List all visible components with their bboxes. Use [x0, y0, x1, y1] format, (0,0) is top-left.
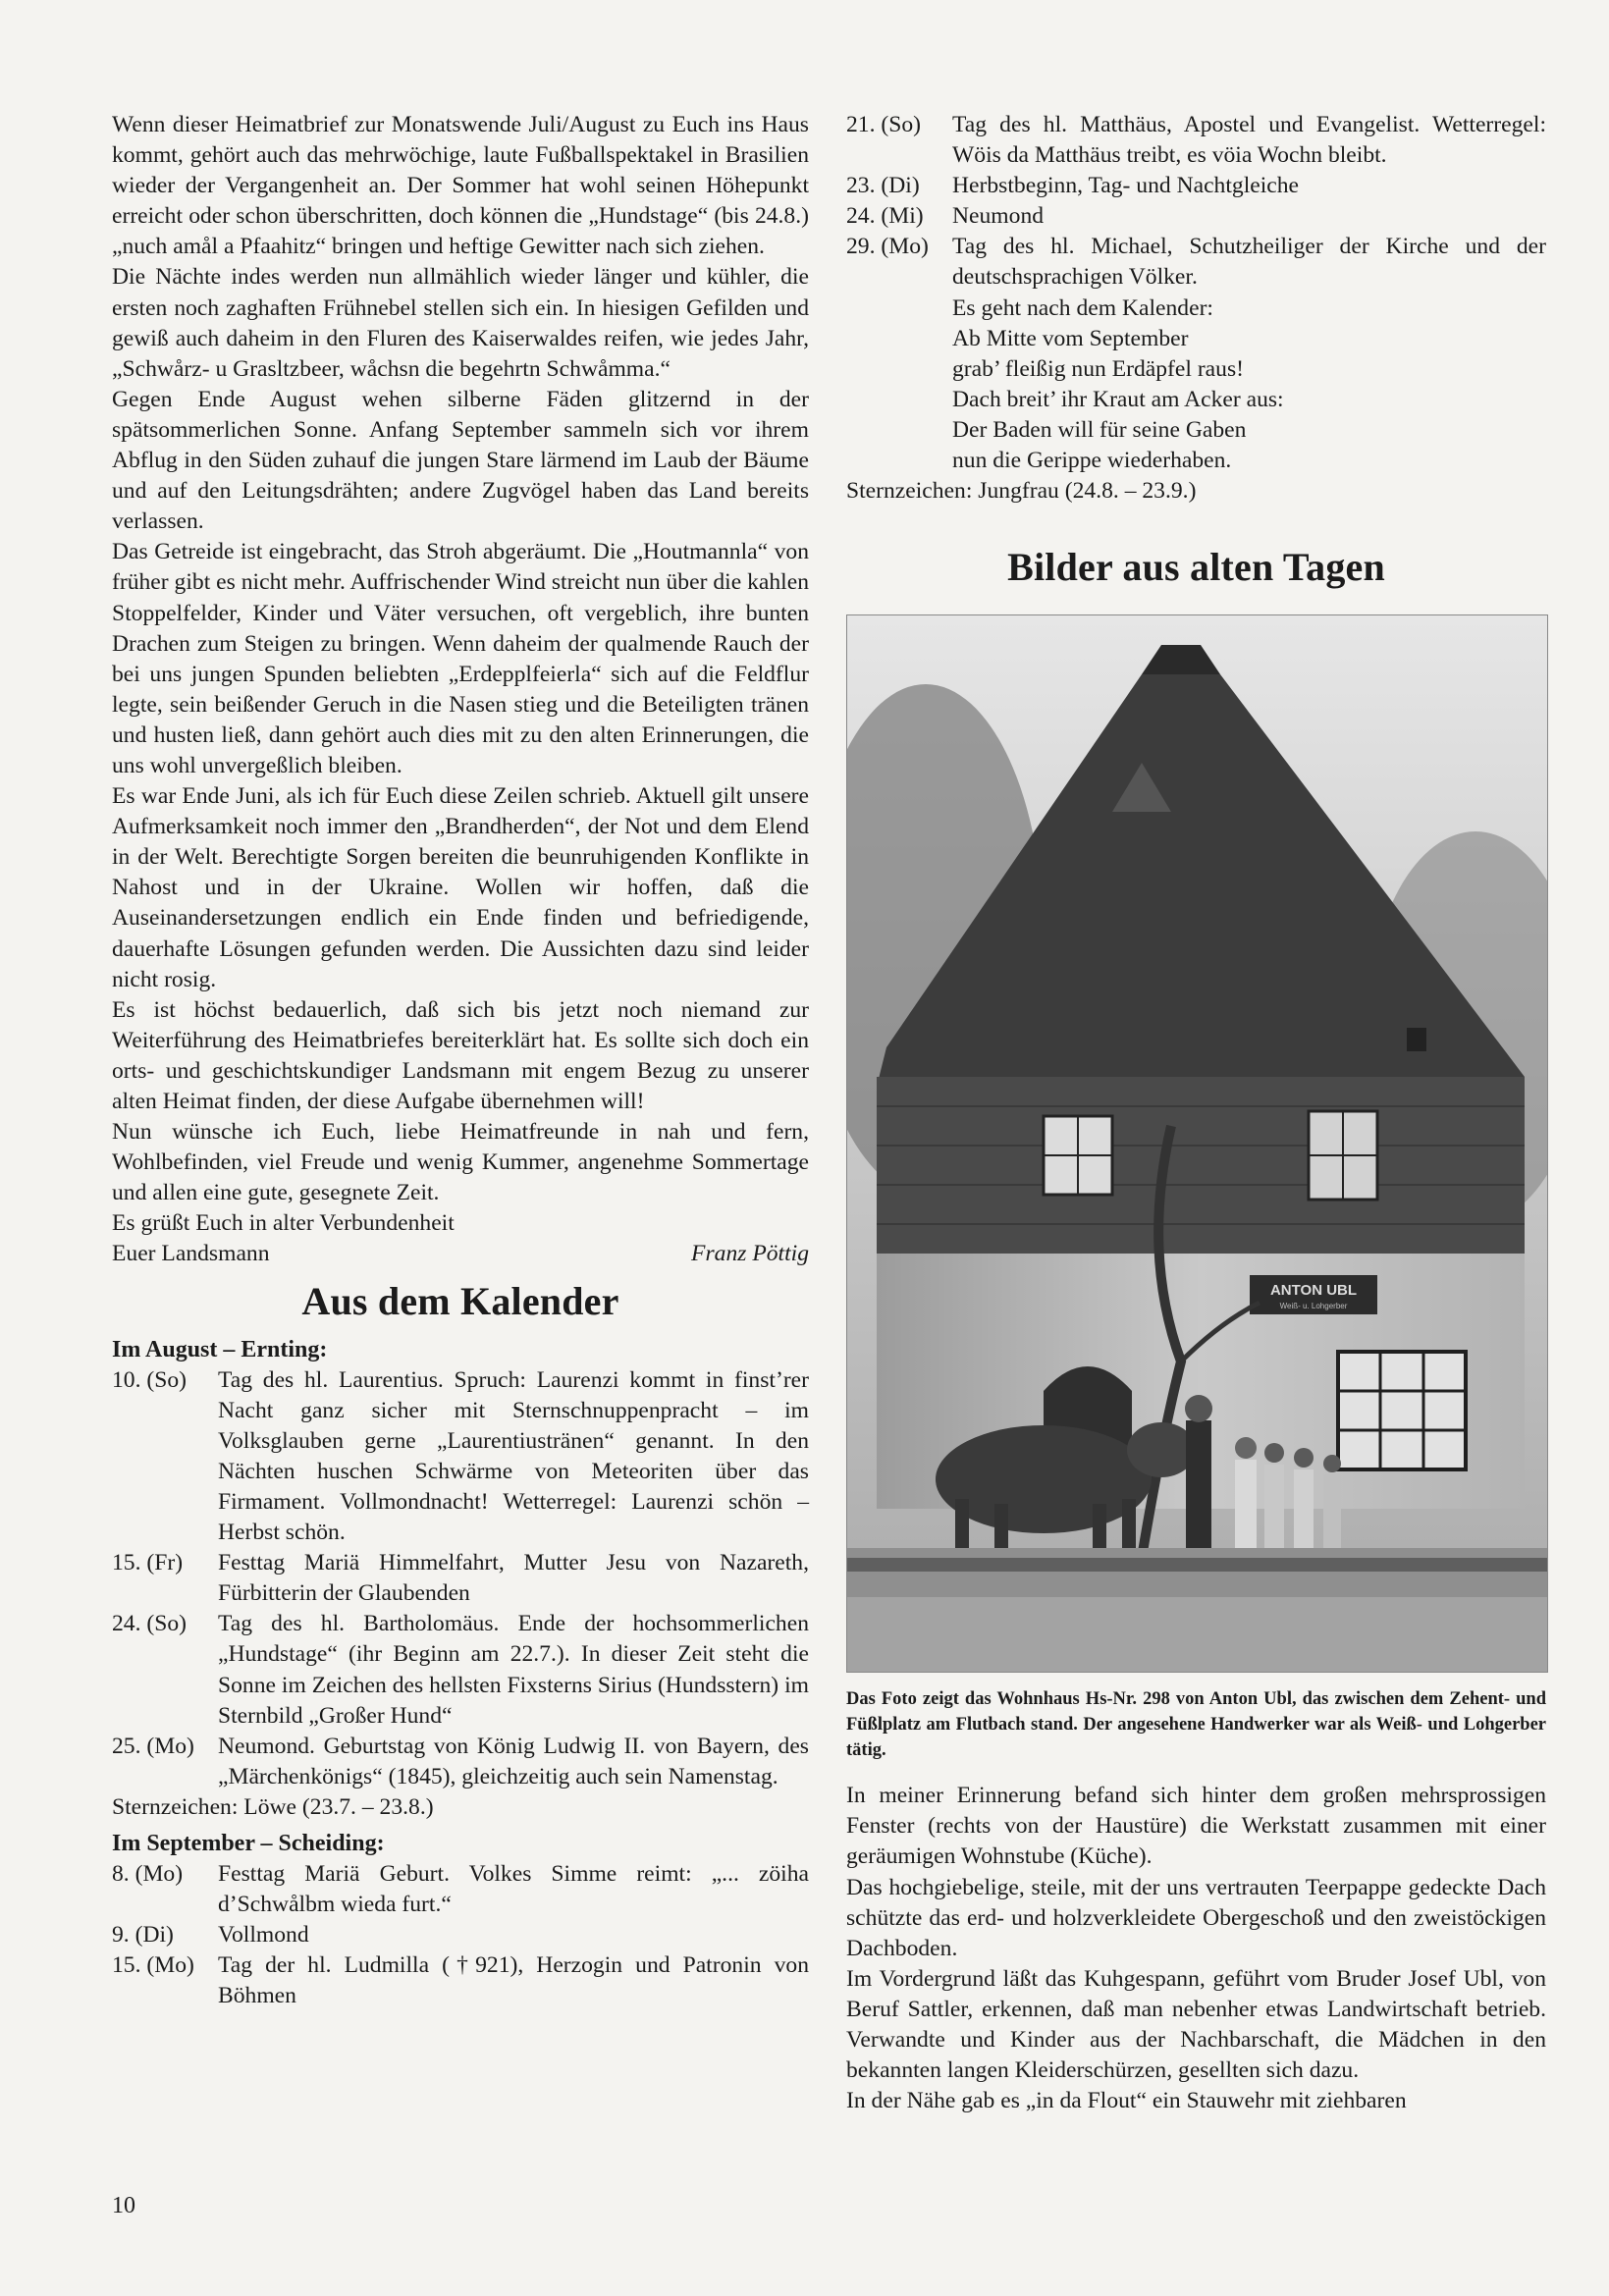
entry-text: Tag der hl. Ludmilla (†921), Herzogin und Patronin von Böhmen — [218, 1952, 809, 2009]
intro-paragraph: Die Nächte indes werden nun allmählich wieder länger und kühler, die ersten noch zaghaften Frühnebel stellen sich ein. In hiesigen Gefilden und gewiß auch daheim in den Fluren des Kaiserwaldes reifen, wie jedes Jahr, „Schwårz- u Grasltzbeer, wåchsn die begehrtn Schwåmma.“ — [112, 264, 809, 382]
august-sign: Sternzeichen: Löwe (23.7. – 23.8.) — [112, 1793, 434, 1820]
photo-subsign: Weiß- u. Lohgerber — [1279, 1302, 1348, 1311]
entry-text: Tag des hl. Michael, Schutzheiliger der Kirche und der deutschsprachigen Völker. — [952, 234, 1546, 291]
body-paragraph: In meiner Erinnerung befand sich hinter dem großen mehrsprossigen Fenster (rechts von der Haustüre) die Werkstatt zusammen mit einer geräumigen Wohnstube (Küche). — [846, 1783, 1546, 1870]
intro-paragraph: Gegen Ende August wehen silberne Fäden glitzernd in der spätsommerlichen Sonne. Anfang September sammeln sich vor ihrem Abflug in den Süden zuhauf die jungen Stare lärmend im Laub der Bäume und auf den Leitungsdrähten; andere Zugvögel haben das Land bereits verlassen. — [112, 386, 809, 535]
entry-day: 8. (Mo) — [112, 1860, 184, 1887]
calendar-entry — [846, 201, 1546, 232]
intro-paragraph: Wenn dieser Heimatbrief zur Monatswende Juli/August zu Euch ins Haus kommt, gehört auch das mehrwöchige, laute Fußballspektakel in Brasilien wieder der Vergangenheit an. Der Sommer hat wohl seinen Höhepunkt erreicht oder schon überschritten, doch können die „Hundstage“ (bis 24.8.) „nuch amål a Pfaahitz“ bringen und heftige Gewitter nach sich ziehen. — [112, 112, 809, 260]
entry-text: Tag des hl. Laurentius. Spruch: Laurenzi kommt in finst’rer Nacht ganz sicher mit Sternschnuppenpracht – im Volksglauben gerne „Laurentiustränen“ genannt. In den Nächten huschen Schwärme von Meteoriten über das Firmament. Vollmondnacht! Wetterregel: Laurenzi schön – Herbst schön. — [218, 1366, 809, 1546]
calendar-entry — [112, 1609, 809, 1731]
entry-day: 15. (Fr) — [112, 1550, 184, 1576]
photo-caption: Das Foto zeigt das Wohnhaus Hs-Nr. 298 von Anton Ubl, das zwischen dem Zehent- und Füßlplatz am Flutbach stand. Der angesehene Handwerker war als Weiß- und Lohgerber tätig. — [846, 1689, 1546, 1761]
calendar-entry — [846, 110, 1546, 171]
calendar-entry — [112, 1548, 809, 1609]
signoff — [112, 1239, 809, 1269]
verse-line: Es geht nach dem Kalender: — [952, 294, 1213, 321]
august-heading: Im August – Ernting: — [112, 1336, 328, 1362]
entry-text: Neumond. Geburtstag von König Ludwig II. von Bayern, des „Märchenkönigs“ (1845), gleichzeitig auch sein Namenstag. — [218, 1733, 809, 1789]
entry-text: Herbstbeginn, Tag- und Nachtgleiche — [952, 173, 1300, 199]
entry-day: 9. (Di) — [112, 1922, 174, 1949]
body-paragraph: Das hochgiebelige, steile, mit der uns vertrauten Teerpappe gedeckte Dach schützte das erd- und holzverkleidete Obergeschoß und den zweistöckigen Dachboden. — [846, 1874, 1546, 1961]
entry-text: Tag des hl. Matthäus, Apostel und Evangelist. Wetterregel: Wöis da Matthäus treibt, es vöia Wochn bleibt. — [952, 112, 1546, 169]
house-photo-illustration — [847, 615, 1547, 1672]
intro-paragraph: Es ist höchst bedauerlich, daß sich bis jetzt noch niemand zur Weiterführung des Heimatbriefes bereiterklärt hat. Es sollte sich doch ein orts- und geschichtskundiger Landsmann mit engem Bezug zu unserer alten Heimat finden, der diese Aufgabe übernehmen will! — [112, 996, 809, 1114]
entry-day: 23. (Di) — [846, 173, 920, 199]
intro-paragraph: Nun wünsche ich Euch, liebe Heimatfreunde in nah und fern, Wohlbefinden, viel Freude und wenig Kummer, angenehme Sommertage und allen eine gute, gesegnete Zeit. — [112, 1119, 809, 1206]
entry-text: Vollmond — [218, 1922, 309, 1949]
house-photo — [846, 614, 1548, 1673]
entry-text: Festtag Mariä Geburt. Volkes Simme reimt: „... zöiha d’Schwålbm wieda furt.“ — [218, 1860, 809, 1918]
author-name: Franz Pöttig — [691, 1241, 809, 1267]
verse — [846, 294, 1546, 477]
calendar-entry — [112, 1859, 809, 1920]
intro-paragraph: Es war Ende Juni, als ich für Euch diese Zeilen schrieb. Aktuell gilt unsere Aufmerksamkeit noch immer den „Brandherden“, der Not und dem Elend in der Welt. Berechtigte Sorgen bereiten die beunruhigenden Konflikte in Nahost und in der Ukraine. Wollen wir hoffen, daß die Auseinandersetzungen endlich ein Ende finden und befriedigende, dauerhafte Lösungen gefunden werden. Die Aussichten dazu sind leider nicht rosig. — [112, 783, 809, 992]
verse-line: nun die Gerippe wiederhaben. — [952, 448, 1232, 474]
verse-line: Ab Mitte vom September — [952, 325, 1189, 351]
page-number: 10 — [112, 2193, 135, 2218]
calendar-entry — [846, 232, 1546, 293]
old-days-heading: Bilder aus alten Tagen — [1007, 545, 1385, 590]
entry-text: Festtag Mariä Himmelfahrt, Mutter Jesu von Nazareth, Fürbitterin der Glaubenden — [218, 1550, 809, 1607]
verse-line: Der Baden will für seine Gaben — [952, 416, 1247, 443]
entry-day: 25. (Mo) — [112, 1733, 194, 1759]
calendar-heading: Aus dem Kalender — [301, 1278, 619, 1323]
entry-day: 24. (So) — [112, 1611, 188, 1637]
left-column — [112, 110, 809, 2011]
entry-text: Neumond — [952, 203, 1045, 230]
entry-day: 15. (Mo) — [112, 1952, 194, 1979]
entry-day: 29. (Mo) — [846, 234, 929, 260]
right-column — [846, 110, 1546, 2116]
september-heading: Im September – Scheiding: — [112, 1830, 385, 1856]
calendar-entry — [112, 1920, 809, 1950]
entry-text: Tag des hl. Bartholomäus. Ende der hochsommerlichen „Hundstage“ (ihr Beginn am 22.7.). In dieser Zeit steht die Sonne im Zeichen des hellsten Fixsterns Sirius (Hundsstern) im Sternbild „Großer Hund“ — [218, 1611, 809, 1729]
intro-paragraph: Das Getreide ist eingebracht, das Stroh abgeräumt. Die „Houtmannla“ von früher gibt es nicht mehr. Auffrischender Wind streicht nun über die kahlen Stoppelfelder, Kinder und Väter versuchen, oft vergeblich, ihre bunten Drachen zum Steigen zu bringen. Wenn daheim der qualmende Rauch der bei uns jungen Spunden beliebten „Erdepplfeierla“ sich auf die Feldflur legte, sein beißender Geruch in die Nasen stieg und die Beteiligten tränen und husten ließ, dann gehört auch dies mit zu den alten Erinnerungen, die uns wohl unvergeßlich bleiben. — [112, 539, 809, 778]
body-paragraph: Im Vordergrund läßt das Kuhgespann, geführt vom Bruder Josef Ubl, von Beruf Sattler, erkennen, daß man nebenher etwas Landwirtschaft betrieb. Verwandte und Kinder aus der Nachbarschaft, die Mädchen in den bekannten langen Kleiderschürzen, gesellten sich dazu. — [846, 1965, 1546, 2084]
body-paragraph: In der Nähe gab es „in da Flout“ ein Stauwehr mit ziehbaren — [846, 2088, 1407, 2114]
calendar-entry — [112, 1732, 809, 1792]
entry-day: 24. (Mi) — [846, 203, 924, 230]
entry-day: 21. (So) — [846, 112, 922, 137]
september-sign: Sternzeichen: Jungfrau (24.8. – 23.9.) — [846, 478, 1197, 505]
entry-day: 10. (So) — [112, 1366, 188, 1393]
calendar-entry — [112, 1365, 809, 1549]
verse-line: Dach breit’ ihr Kraut am Acker aus: — [952, 386, 1284, 412]
calendar-entry — [112, 1950, 809, 2011]
intro-paragraph: Es grüßt Euch in alter Verbundenheit — [112, 1210, 455, 1237]
photo-sign: ANTON UBL — [1269, 1282, 1358, 1300]
calendar-entry — [846, 171, 1546, 201]
verse-line: grab’ fleißig nun Erdäpfel raus! — [952, 355, 1244, 382]
signoff-greeting: Euer Landsmann — [112, 1241, 270, 1267]
